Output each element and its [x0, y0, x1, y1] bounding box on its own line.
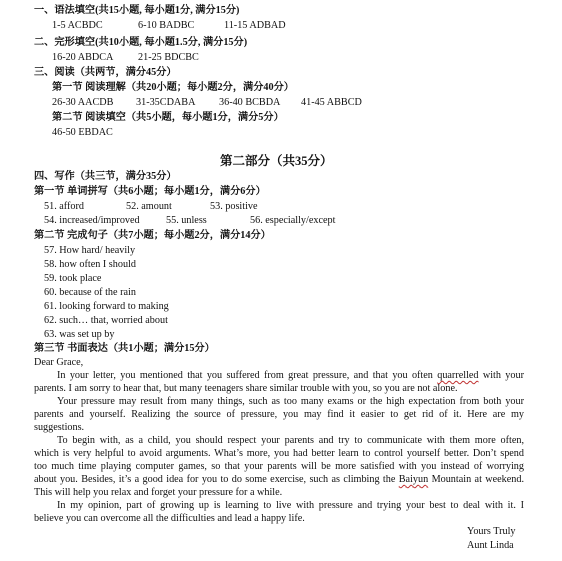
- reading-part1-answer: 31-35CDABA: [136, 97, 196, 108]
- essay-heading: 第三节 书面表达（共1小题；满分15分）: [34, 343, 215, 354]
- letter-paragraph-line: suggestions.: [34, 422, 85, 433]
- letter-paragraph-line: about you. Besides, it’s a good idea for you to do some exercise, such as climbing the Baiyun Mountain at weekend.: [34, 474, 525, 485]
- grammar-answer: 1-5 ACBDC: [52, 20, 103, 31]
- spelling-heading: 第一节 单词拼写（共6小题；每小题1分，满分6分）: [34, 186, 266, 197]
- sentence-heading: 第二节 完成句子（共7小题；每小题2分，满分14分）: [34, 230, 271, 241]
- grammar-heading: 一、语法填空(共15小题, 每小题1分, 满分15分): [34, 5, 240, 16]
- letter-paragraph-line: parents and yourself. Realizing the source of pressure, you may find it easier to get rid of it. Here are my: [34, 409, 524, 420]
- letter-paragraph-line: This will help you relax and forget your pressure for a while.: [34, 487, 283, 498]
- letter-paragraph-line: To begin with, as a child, you should respect your parents and try to communicate with them more often,: [57, 435, 524, 446]
- cloze-answer: 21-25 BDCBC: [138, 52, 199, 63]
- spelling-answer: 52. amount: [126, 201, 172, 212]
- letter-closing: Yours Truly: [467, 526, 516, 537]
- sentence-answer: 61. looking forward to making: [44, 301, 169, 312]
- sentence-answer: 58. how often I should: [44, 259, 136, 270]
- grammar-answer: 6-10 BADBC: [138, 20, 195, 31]
- spelling-answer: 55. unless: [166, 215, 207, 226]
- sentence-answer: 60. because of the rain: [44, 287, 136, 298]
- spellcheck-flagged-word: quarrelled: [437, 370, 479, 381]
- letter-paragraph-line: parents. I am sorry to hear that, but many teenagers share similar trouble with you, so you are not alone.: [34, 383, 458, 394]
- spelling-answer: 54. increased/improved: [44, 215, 140, 226]
- spellcheck-flagged-word: Baiyun: [398, 474, 429, 485]
- cloze-heading: 二、完形填空(共10小题, 每小题1.5分, 满分15分): [34, 37, 248, 48]
- writing-heading: 四、写作（共三节，满分35分）: [34, 171, 177, 182]
- letter-paragraph-line: In my opinion, part of growing up is learning to live with pressure and trying your best to deal with it. I: [57, 500, 524, 511]
- spelling-answer: 51. afford: [44, 201, 84, 212]
- part-two-title: 第二部分（共35分）: [220, 154, 333, 168]
- reading-part1-answer: 41-45 ABBCD: [301, 97, 362, 108]
- reading-part1-answer: 26-30 AACDB: [52, 97, 114, 108]
- letter-paragraph-line: believe you can overcome all the difficulties and lead a happy life.: [34, 513, 305, 524]
- reading-part2-answer: 46-50 EBDAC: [52, 127, 113, 138]
- cloze-answer: 16-20 ABDCA: [52, 52, 114, 63]
- sentence-answer: 59. took place: [44, 273, 102, 284]
- reading-heading: 三、阅读（共两节，满分45分）: [34, 67, 177, 78]
- letter-paragraph-line: In your letter, you mentioned that you suffered from great pressure, and that you often quarrelled with your: [57, 370, 524, 381]
- spelling-answer: 53. positive: [210, 201, 258, 212]
- letter-paragraph-line: which is very helpful to avoid arguments. What’s more, you had better learn to control yourself better. Don’t spend: [34, 448, 524, 459]
- letter-signature: Aunt Linda: [467, 540, 514, 551]
- sentence-answer: 62. such… that, worried about: [44, 315, 168, 326]
- spelling-answer: 56. especially/except: [250, 215, 336, 226]
- sentence-answer: 57. How hard/ heavily: [44, 245, 136, 256]
- reading-part1-heading: 第一节 阅读理解（共20小题；每小题2分，满分40分）: [52, 82, 294, 93]
- letter-greeting: Dear Grace,: [34, 357, 84, 368]
- sentence-answer: 63. was set up by: [44, 329, 115, 340]
- grammar-answer: 11-15 ADBAD: [224, 20, 286, 31]
- letter-paragraph-line: too much time playing computer games, so that your parents will be more satisfied with you instead of worrying: [34, 461, 524, 472]
- reading-part2-heading: 第二节 阅读填空（共5小题，每小题1分，满分5分）: [52, 112, 284, 123]
- letter-paragraph-line: Your pressure may result from many things, such as too many exams or the high expectation from both your: [57, 396, 524, 407]
- reading-part1-answer: 36-40 BCBDA: [219, 97, 281, 108]
